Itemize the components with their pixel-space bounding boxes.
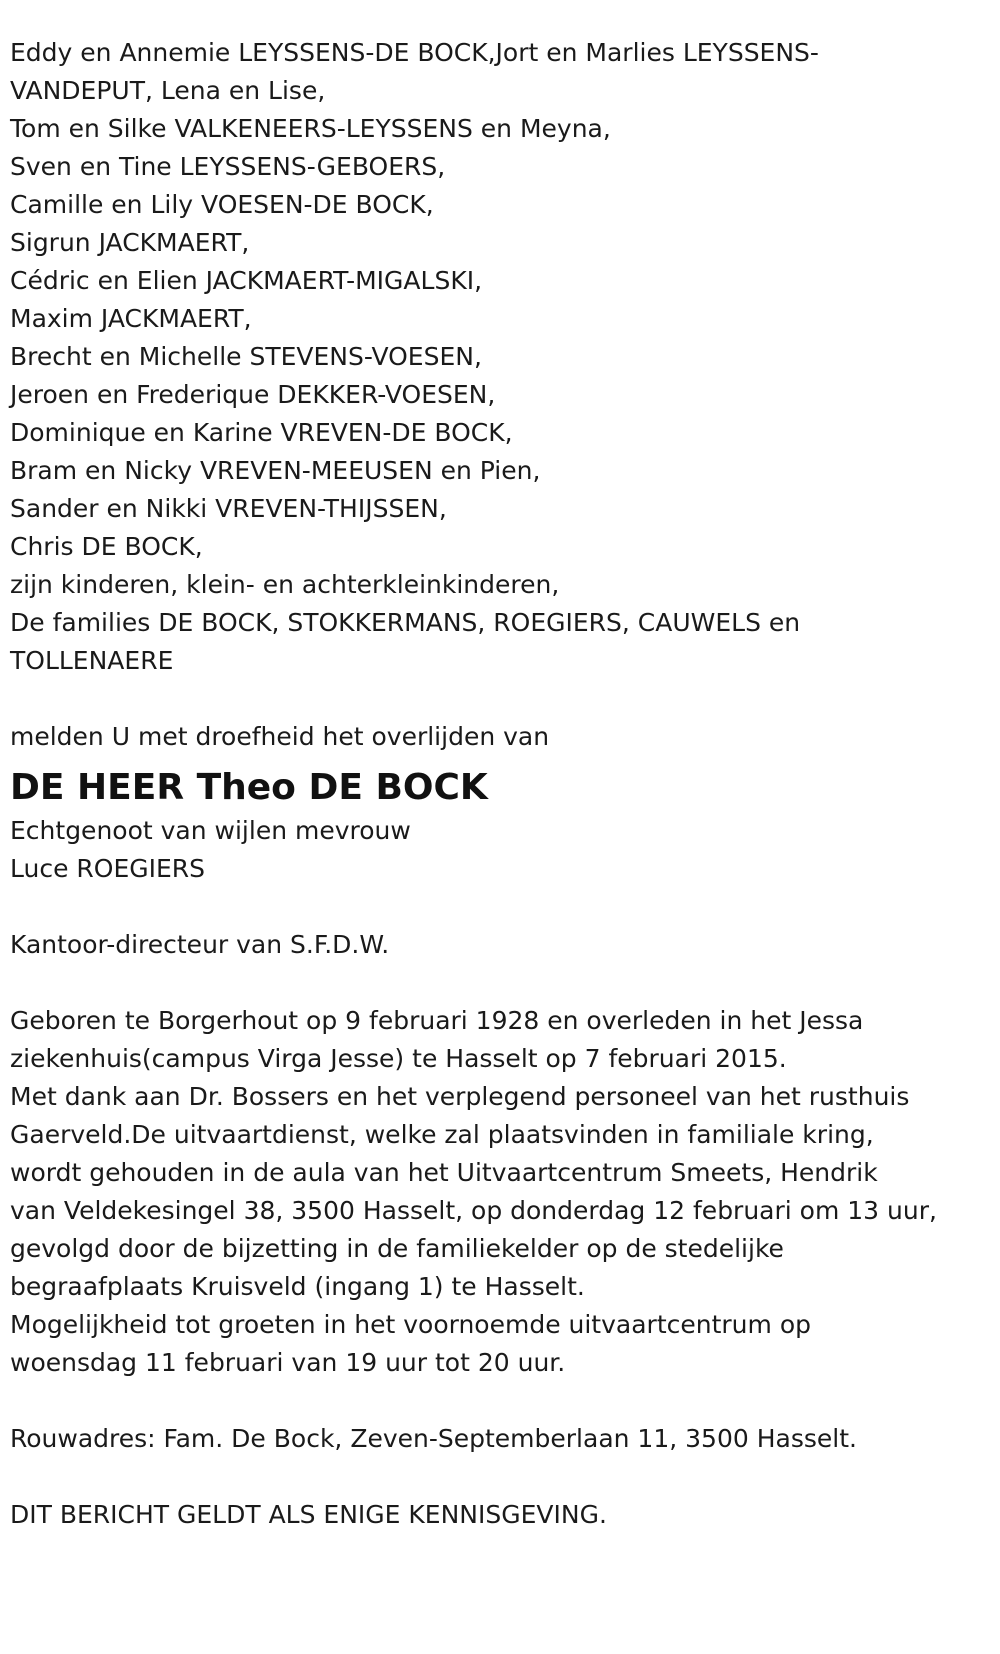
spouse-line: Echtgenoot van wijlen mevrouw xyxy=(10,816,411,845)
family-line: Camille en Lily VOESEN-DE BOCK, xyxy=(10,190,434,219)
family-line: De families DE BOCK, STOKKERMANS, ROEGIERS, CAUWELS en xyxy=(10,608,801,637)
deceased-name: DE HEER Theo DE BOCK xyxy=(10,767,488,808)
family-line: zijn kinderen, klein- en achterkleinkinderen, xyxy=(10,570,560,599)
details-line: van Veldekesingel 38, 3500 Hasselt, op donderdag 12 februari om 13 uur, xyxy=(10,1196,937,1225)
family-line: Cédric en Elien JACKMAERT-MIGALSKI, xyxy=(10,266,483,295)
family-line: Eddy en Annemie LEYSSENS-DE BOCK,Jort en Marlies LEYSSENS- xyxy=(10,38,819,67)
family-line: Sven en Tine LEYSSENS-GEBOERS, xyxy=(10,152,446,181)
details-line: Mogelijkheid tot groeten in het voornoemde uitvaartcentrum op xyxy=(10,1310,811,1339)
family-line: Tom en Silke VALKENEERS-LEYSSENS en Meyna, xyxy=(10,114,611,143)
details-line: wordt gehouden in de aula van het Uitvaartcentrum Smeets, Hendrik xyxy=(10,1158,878,1187)
family-line: Dominique en Karine VREVEN-DE BOCK, xyxy=(10,418,513,447)
details-line: Gaerveld.De uitvaartdienst, welke zal plaatsvinden in familiale kring, xyxy=(10,1120,874,1149)
spacer xyxy=(10,888,970,926)
family-line: Sigrun JACKMAERT, xyxy=(10,228,250,257)
family-line: Bram en Nicky VREVEN-MEEUSEN en Pien, xyxy=(10,456,541,485)
details-line: ziekenhuis(campus Virga Jesse) te Hasselt op 7 februari 2015. xyxy=(10,1044,787,1073)
spacer xyxy=(10,1458,970,1496)
mourning-address: Rouwadres: Fam. De Bock, Zeven-Septemberlaan 11, 3500 Hasselt. xyxy=(10,1424,857,1453)
family-line: Brecht en Michelle STEVENS-VOESEN, xyxy=(10,342,482,371)
spacer xyxy=(10,680,970,718)
notice-text: DIT BERICHT GELDT ALS ENIGE KENNISGEVING. xyxy=(10,1500,607,1529)
details-line: gevolgd door de bijzetting in de familiekelder op de stedelijke xyxy=(10,1234,784,1263)
obituary-document xyxy=(10,34,970,1534)
family-line: Chris DE BOCK, xyxy=(10,532,203,561)
details-line: Met dank aan Dr. Bossers en het verplegend personeel van het rusthuis xyxy=(10,1082,910,1111)
details-line: woensdag 11 februari van 19 uur tot 20 uur. xyxy=(10,1348,566,1377)
family-list xyxy=(10,34,970,680)
occupation-text: Kantoor-directeur van S.F.D.W. xyxy=(10,930,390,959)
family-line: TOLLENAERE xyxy=(10,646,174,675)
family-line: Maxim JACKMAERT, xyxy=(10,304,252,333)
family-line: VANDEPUT, Lena en Lise, xyxy=(10,76,326,105)
spacer xyxy=(10,1382,970,1420)
family-line: Sander en Nikki VREVEN-THIJSSEN, xyxy=(10,494,447,523)
spacer xyxy=(10,964,970,1002)
announcement-text: melden U met droefheid het overlijden van xyxy=(10,722,550,751)
details-line: Geboren te Borgerhout op 9 februari 1928 en overleden in het Jessa xyxy=(10,1006,864,1035)
spouse-line: Luce ROEGIERS xyxy=(10,854,206,883)
spouse-info xyxy=(10,812,970,888)
details-paragraph xyxy=(10,1002,970,1382)
family-line: Jeroen en Frederique DEKKER-VOESEN, xyxy=(10,380,496,409)
details-line: begraafplaats Kruisveld (ingang 1) te Hasselt. xyxy=(10,1272,585,1301)
